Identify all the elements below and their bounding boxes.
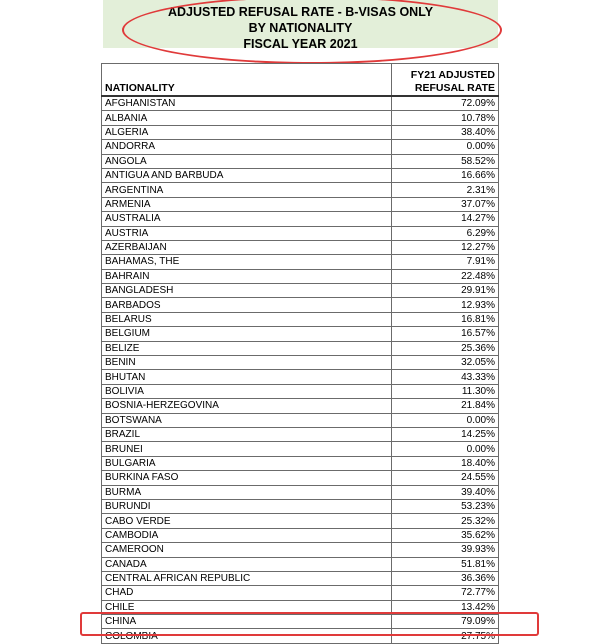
refusal-rate-cell: 25.32% [392, 514, 499, 528]
nationality-cell: BAHAMAS, THE [102, 255, 392, 269]
refusal-rate-cell: 39.93% [392, 543, 499, 557]
table-row [102, 327, 499, 341]
nationality-cell: BELGIUM [102, 327, 392, 341]
refusal-rate-cell: 11.30% [392, 384, 499, 398]
table-row [102, 528, 499, 542]
column-header-nationality: NATIONALITY [102, 64, 392, 97]
title-line-2: BY NATIONALITY [248, 21, 353, 35]
refusal-rate-cell: 51.81% [392, 557, 499, 571]
column-header-rate-line-1: FY21 ADJUSTED [410, 69, 495, 81]
table-row [102, 140, 499, 154]
nationality-cell: ANTIGUA AND BARBUDA [102, 168, 392, 182]
nationality-cell: CHINA [102, 615, 392, 629]
table-row [102, 111, 499, 125]
nationality-cell: BELARUS [102, 312, 392, 326]
table-row [102, 284, 499, 298]
nationality-cell: BOTSWANA [102, 413, 392, 427]
refusal-rate-cell: 16.81% [392, 312, 499, 326]
refusal-rate-cell: 27.75% [392, 629, 499, 643]
table-row [102, 125, 499, 139]
refusal-rate-cell: 14.25% [392, 427, 499, 441]
table-row [102, 212, 499, 226]
refusal-rate-cell: 35.62% [392, 528, 499, 542]
table-row [102, 543, 499, 557]
table-row [102, 356, 499, 370]
table-row [102, 341, 499, 355]
nationality-cell: CABO VERDE [102, 514, 392, 528]
refusal-rate-cell: 18.40% [392, 456, 499, 470]
nationality-cell: AUSTRIA [102, 226, 392, 240]
table-row [102, 514, 499, 528]
table-row [102, 427, 499, 441]
title-line-1: ADJUSTED REFUSAL RATE - B-VISAS ONLY [167, 5, 434, 19]
title-line-3: FISCAL YEAR 2021 [243, 37, 358, 51]
nationality-cell: ALBANIA [102, 111, 392, 125]
nationality-cell: COLOMBIA [102, 629, 392, 643]
refusal-rate-cell: 38.40% [392, 125, 499, 139]
nationality-cell: BURUNDI [102, 499, 392, 513]
refusal-rate-cell: 24.55% [392, 471, 499, 485]
table-row [102, 399, 499, 413]
nationality-cell: CHAD [102, 586, 392, 600]
table-row [102, 255, 499, 269]
table-row [102, 226, 499, 240]
nationality-cell: ARGENTINA [102, 183, 392, 197]
nationality-cell: BOSNIA-HERZEGOVINA [102, 399, 392, 413]
refusal-rate-cell: 29.91% [392, 284, 499, 298]
nationality-cell: BELIZE [102, 341, 392, 355]
table-row [102, 384, 499, 398]
table-row [102, 471, 499, 485]
table-row [102, 168, 499, 182]
table-row [102, 312, 499, 326]
refusal-rate-cell: 25.36% [392, 341, 499, 355]
refusal-rate-cell: 2.31% [392, 183, 499, 197]
nationality-cell: BRAZIL [102, 427, 392, 441]
refusal-rate-cell: 53.23% [392, 499, 499, 513]
nationality-cell: BRUNEI [102, 442, 392, 456]
table-row [102, 485, 499, 499]
refusal-rate-cell: 72.09% [392, 96, 499, 111]
nationality-cell: BHUTAN [102, 370, 392, 384]
refusal-rate-cell: 7.91% [392, 255, 499, 269]
table-row [102, 456, 499, 470]
table-row [102, 154, 499, 168]
nationality-cell: AUSTRALIA [102, 212, 392, 226]
refusal-rate-cell: 43.33% [392, 370, 499, 384]
refusal-rate-cell: 14.27% [392, 212, 499, 226]
nationality-cell: CANADA [102, 557, 392, 571]
refusal-rate-cell: 21.84% [392, 399, 499, 413]
column-header-refusal-rate [392, 64, 499, 97]
table-row [102, 557, 499, 571]
table-row [102, 183, 499, 197]
refusal-rate-table [101, 63, 499, 644]
refusal-rate-cell: 16.66% [392, 168, 499, 182]
refusal-rate-cell: 0.00% [392, 442, 499, 456]
title-highlight-ellipse [122, 0, 502, 64]
table-header-row [102, 64, 499, 97]
nationality-cell: ARMENIA [102, 197, 392, 211]
nationality-cell: BARBADOS [102, 298, 392, 312]
nationality-cell: BOLIVIA [102, 384, 392, 398]
nationality-cell: BANGLADESH [102, 284, 392, 298]
refusal-rate-cell: 39.40% [392, 485, 499, 499]
refusal-rate-cell: 13.42% [392, 600, 499, 614]
refusal-rate-cell: 79.09% [392, 615, 499, 629]
refusal-rate-cell: 0.00% [392, 140, 499, 154]
refusal-rate-cell: 12.93% [392, 298, 499, 312]
table-row [102, 370, 499, 384]
column-header-rate-line-2: REFUSAL RATE [414, 82, 495, 94]
refusal-rate-cell: 12.27% [392, 240, 499, 254]
nationality-cell: CAMBODIA [102, 528, 392, 542]
nationality-cell: CENTRAL AFRICAN REPUBLIC [102, 571, 392, 585]
table-row [102, 571, 499, 585]
nationality-cell: BAHRAIN [102, 269, 392, 283]
nationality-cell: BULGARIA [102, 456, 392, 470]
table-row [102, 499, 499, 513]
table-row [102, 269, 499, 283]
refusal-rate-cell: 72.77% [392, 586, 499, 600]
nationality-cell: BURKINA FASO [102, 471, 392, 485]
table-row [102, 413, 499, 427]
refusal-rate-cell: 58.52% [392, 154, 499, 168]
nationality-cell: AZERBAIJAN [102, 240, 392, 254]
refusal-rate-cell: 32.05% [392, 356, 499, 370]
nationality-cell: CAMEROON [102, 543, 392, 557]
table-row [102, 240, 499, 254]
refusal-rate-cell: 36.36% [392, 571, 499, 585]
refusal-rate-cell: 6.29% [392, 226, 499, 240]
refusal-rate-cell: 10.78% [392, 111, 499, 125]
table-row [102, 197, 499, 211]
nationality-cell: ALGERIA [102, 125, 392, 139]
nationality-cell: CHILE [102, 600, 392, 614]
nationality-cell: ANDORRA [102, 140, 392, 154]
refusal-rate-cell: 16.57% [392, 327, 499, 341]
nationality-cell: ANGOLA [102, 154, 392, 168]
table-row [102, 442, 499, 456]
nationality-cell: BURMA [102, 485, 392, 499]
table-row [102, 96, 499, 111]
nationality-cell: AFGHANISTAN [102, 96, 392, 111]
refusal-rate-cell: 37.07% [392, 197, 499, 211]
refusal-rate-cell: 0.00% [392, 413, 499, 427]
china-row-highlight [80, 612, 539, 636]
nationality-cell: BENIN [102, 356, 392, 370]
table-row [102, 298, 499, 312]
refusal-rate-cell: 22.48% [392, 269, 499, 283]
table-row [102, 586, 499, 600]
